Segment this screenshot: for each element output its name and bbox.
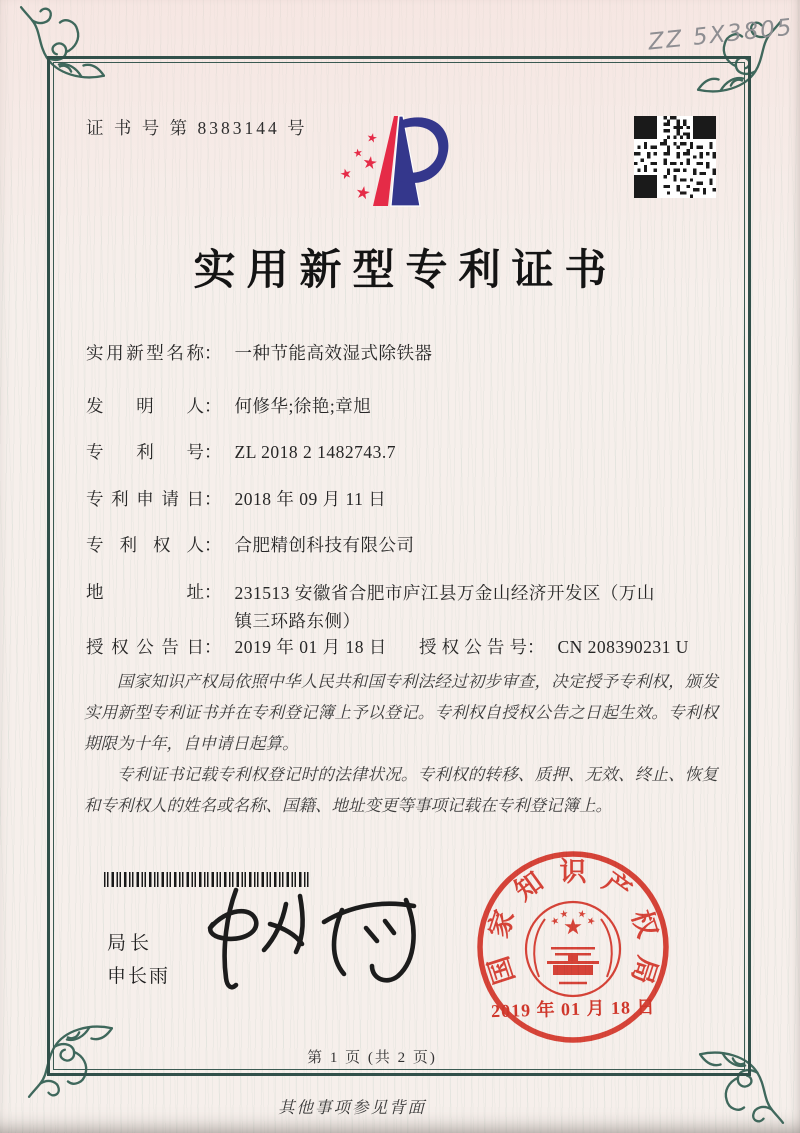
label-colon: ：: [527, 637, 545, 657]
field-label: 授权公告号: [419, 637, 527, 657]
field-label: 发明人: [86, 396, 204, 416]
field-label: 专利申请日: [86, 489, 204, 509]
label-colon: ：: [204, 535, 222, 555]
label-colon: ：: [204, 442, 222, 462]
field-value: 一种节能高效湿式除铁器: [234, 343, 433, 363]
label-colon: ：: [204, 343, 222, 363]
field-label: 专利号: [86, 442, 204, 462]
label-colon: ：: [204, 582, 222, 602]
field-row-address: [86, 579, 671, 635]
page-number: 第 1 页 (共 2 页): [307, 1050, 437, 1066]
label-colon: ：: [204, 489, 222, 509]
field-value: 231513 安徽省合肥市庐江县万金山经济开发区（万山镇三环路东侧）: [234, 583, 655, 631]
svg-text:国: 国: [483, 952, 521, 988]
field-label: 实用新型名称: [86, 343, 204, 363]
svg-text:局: 局: [625, 952, 663, 988]
certificate-number: 证 书 号 第 8383144 号: [86, 118, 308, 138]
grant-date-value: 2019 年 01 月 18 日: [234, 637, 387, 657]
svg-text:产: 产: [597, 866, 637, 907]
svg-text:家: 家: [483, 906, 521, 942]
seal-date: 2019 年 01 月 18 日: [490, 996, 656, 1022]
commissioner-signature-icon: [172, 876, 430, 998]
label-colon: ：: [204, 396, 222, 416]
cnipa-logo-icon: [338, 110, 458, 212]
back-side-note: 其他事项参见背面: [278, 1098, 426, 1117]
certificate-title: 实用新型专利证书: [193, 248, 618, 294]
field-label: 地址: [86, 582, 204, 602]
label-colon: ：: [204, 637, 222, 657]
body-paragraph-2: 专利证书记载专利权登记时的法律状况。专利权的转移、质押、无效、终止、恢复和专利权人的姓名或名称、国籍、地址变更等事项记载在专利登记簿上。: [84, 765, 718, 815]
svg-text:权: 权: [625, 906, 663, 942]
grant-number-value: CN 208390231 U: [557, 637, 689, 657]
field-row-filing-date: [86, 486, 386, 511]
svg-text:知: 知: [509, 866, 549, 907]
body-paragraph-1: 国家知识产权局依照中华人民共和国专利法经过初步审查，决定授予专利权，颁发实用新型专利证书并在专利登记簿上予以登记。专利权自授权公告之日起生效。专利权期限为十年，自申请日起算。: [84, 672, 718, 753]
field-value: 2018 年 09 月 11 日: [234, 489, 387, 509]
body-text: [84, 666, 718, 821]
field-value: 合肥精创科技有限公司: [234, 535, 415, 555]
qr-code: [634, 116, 716, 198]
grant-number-group: [419, 634, 689, 659]
field-row-inventors: [86, 393, 371, 418]
field-value: 何修华;徐艳;章旭: [234, 396, 372, 416]
field-label: 授权公告日: [86, 637, 204, 657]
signer-name: 申长雨: [107, 966, 171, 987]
field-row-patentee: [86, 532, 415, 557]
field-row-patent-number: [86, 439, 396, 464]
field-row-utility-name: [86, 340, 433, 365]
svg-text:识: 识: [559, 857, 587, 887]
handwritten-note: ZZ 5X3805: [647, 14, 795, 56]
field-label: 专利权人: [86, 535, 204, 555]
field-value: ZL 2018 2 1482743.7: [234, 442, 396, 462]
field-row-grant: [86, 634, 689, 659]
signer-title: 局长: [107, 933, 154, 954]
